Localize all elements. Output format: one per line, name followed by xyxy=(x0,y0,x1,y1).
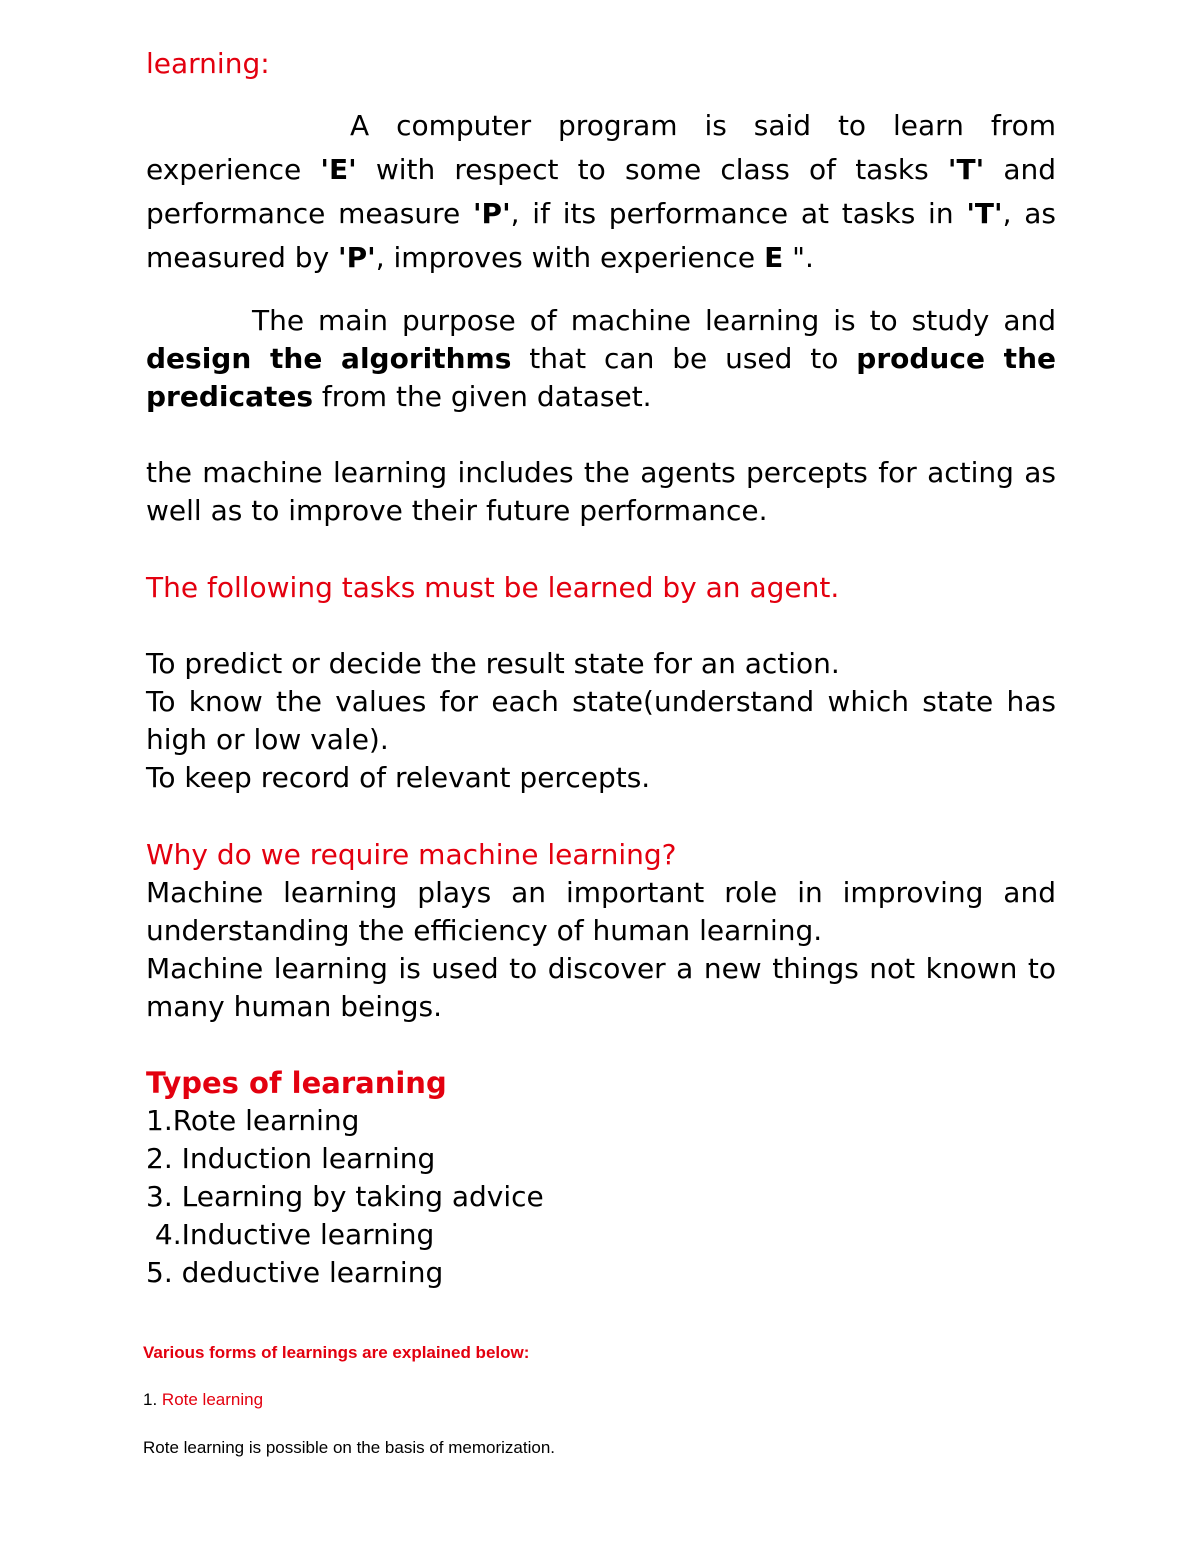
tasks-list xyxy=(146,645,1056,797)
types-heading: Types of learaning xyxy=(146,1066,447,1100)
task-item: To know the values for each state(understand which state has high or low vale). xyxy=(146,685,1056,756)
types-list xyxy=(146,1102,746,1292)
type-item: 2. Induction learning xyxy=(146,1142,436,1175)
why-paragraph: Machine learning is used to discover a new things not known to many human beings. xyxy=(146,952,1056,1023)
rote-learning-heading xyxy=(143,1389,263,1411)
type-item: 4.Inductive learning xyxy=(146,1218,435,1251)
definition-paragraph: A computer program is said to learn from experience 'E' with respect to some class of tasks 'T' and performance measure 'P', if its performance at tasks in 'T', as measured by 'P', improves with experience E ". xyxy=(146,109,1057,274)
purpose-paragraph: The main purpose of machine learning is to study and design the algorithms that can be used to produce the predicates from the given dataset. xyxy=(146,304,1056,413)
rote-title: Rote learning xyxy=(161,1390,264,1409)
rote-number: 1. xyxy=(143,1390,158,1409)
task-item: To keep record of relevant percepts. xyxy=(146,761,651,794)
why-paragraphs xyxy=(146,874,1056,1026)
rote-description: Rote learning is possible on the basis of memorization. xyxy=(143,1438,555,1457)
type-item: 5. deductive learning xyxy=(146,1256,444,1289)
task-item: To predict or decide the result state for an action. xyxy=(146,647,840,680)
type-item: 3. Learning by taking advice xyxy=(146,1180,544,1213)
section-heading-learning: learning: xyxy=(146,47,270,80)
forms-heading: Various forms of learnings are explained below: xyxy=(143,1343,530,1362)
why-heading: Why do we require machine learning? xyxy=(146,838,677,871)
percepts-paragraph: the machine learning includes the agents percepts for acting as well as to improve their future performance. xyxy=(146,456,1056,527)
tasks-heading: The following tasks must be learned by an agent. xyxy=(146,571,840,604)
type-item: 1.Rote learning xyxy=(146,1104,360,1137)
why-paragraph: Machine learning plays an important role in improving and understanding the efficiency of human learning. xyxy=(146,876,1056,947)
